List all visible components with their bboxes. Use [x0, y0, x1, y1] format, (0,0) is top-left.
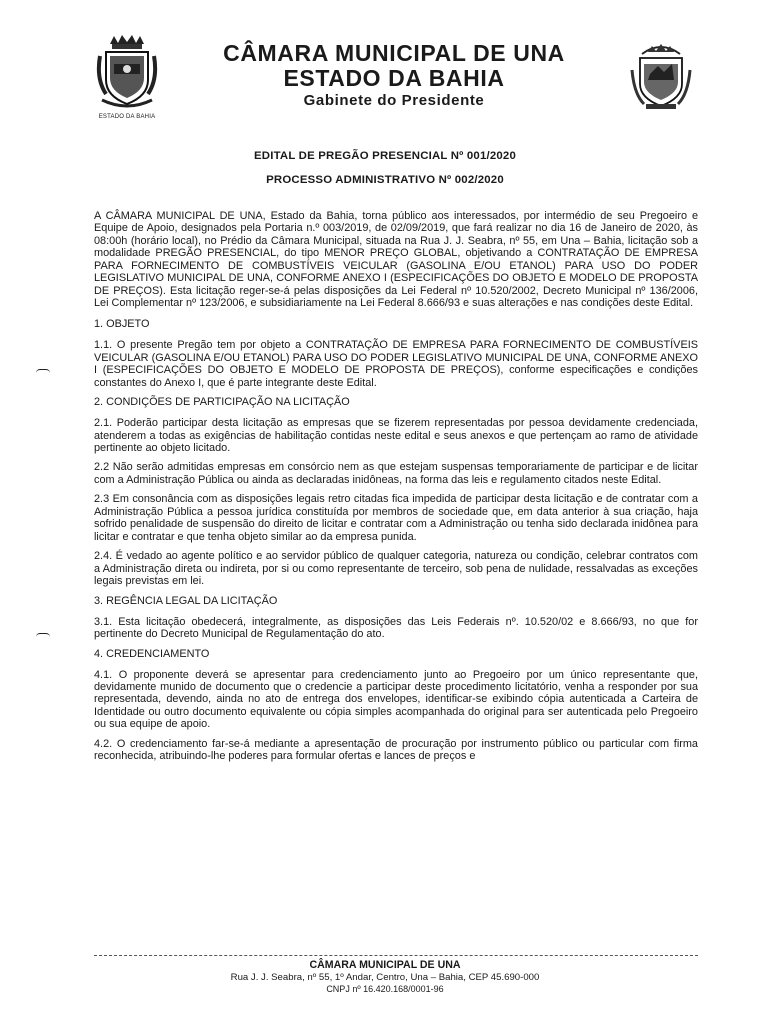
- paragraph: 4.1. O proponente deverá se apresentar para credenciamento junto ao Pregoeiro por um único representante que, devidamente munido de documento que o credencie a participar deste procedimento licitatório, venha a responder por sua representada, devendo, ainda no ato de entrega dos envelopes, identificar-se exibindo cópia autenticada a Carteira de Identidade ou outro documento equivalente ou cópia simples acompanhada do original para ser autenticada pelo Pregoeiro ou sua equipe de apoio.: [94, 668, 698, 731]
- state-name: ESTADO DA BAHIA: [283, 65, 505, 91]
- process-number: PROCESSO ADMINISTRATIVO Nº 002/2020: [266, 174, 504, 186]
- footer-institution: CÂMARA MUNICIPAL DE UNA: [309, 959, 461, 971]
- margin-mark: [36, 633, 50, 637]
- intro-paragraph: A CÂMARA MUNICIPAL DE UNA, Estado da Bahia, torna público aos interessados, por intermédio de seu Pregoeiro e Equipe de Apoio, designados pela Portaria n.º 003/2019, de 02/09/2019, que fará realizar no dia 16 de Janeiro de 2020, às 08:00h (horário local), no Prédio da Câmara Municipal, situada na Rua J. J. Seabra, nº 55, em Una – Bahia, licitação sob a modalidade PREGÃO PRESENCIAL, do tipo MENOR PREÇO GLOBAL, objetivando a CONTRATAÇÃO DE EMPRESA PARA FORNECIMENTO DE COMBUSTÍVEIS VEICULAR (GASOLINA E/OU ETANOL) PARA USO DO PODER LEGISLATIVO MUNICIPAL DE UNA, CONFORME ANEXO I (ESPECIFICAÇÕES DO OBJETO E MODELO DE PROPOSTA DE PREÇOS). Esta licitação reger-se-á pelas disposições da Lei Federal nº 10.520/2002, Decreto Municipal nº 136/2006, Lei Complementar nº 123/2006, e subsidiariamente na Lei Federal 8.666/93 e suas alterações e nas condições deste Edital.: [94, 210, 698, 310]
- office-name: Gabinete do Presidente: [303, 92, 485, 109]
- section-heading: 1. OBJETO: [94, 318, 150, 331]
- footer-address: Rua J. J. Seabra, nº 55, 1º Andar, Centro, Una – Bahia, CEP 45.690-000: [230, 972, 540, 983]
- seal-caption: ESTADO DA BAHIA: [98, 114, 156, 120]
- section-heading: 2. CONDIÇÕES DE PARTICIPAÇÃO NA LICITAÇÃO: [94, 396, 350, 409]
- state-coat-of-arms-icon: [96, 34, 158, 114]
- letterhead: [96, 34, 692, 124]
- section-heading: 3. REGÊNCIA LEGAL DA LICITAÇÃO: [94, 594, 278, 607]
- edital-title: EDITAL DE PREGÃO PRESENCIAL Nº 001/2020: [254, 150, 516, 162]
- paragraph: 2.4. É vedado ao agente político e ao servidor público de qualquer categoria, natureza ou condição, celebrar contratos com a Administração direta ou indireta, por si ou como representante de terceiro, sob pena de nulidade, ressalvadas as exceções legais previstas em lei.: [94, 550, 698, 588]
- paragraph: 2.3 Em consonância com as disposições legais retro citadas fica impedida de participar desta licitação e de contratar com a Administração Pública a pessoa jurídica constituída por membros de sociedade que, em data anterior à sua criação, haja sofrido penalidade de suspensão do direito de licitar e contratar com a Administração ou tenha sido declarada inidônea para licitar e contratar e que tenha objeto similar ao da empresa punida.: [94, 493, 698, 543]
- footer: [0, 959, 770, 995]
- paragraph: 4.2. O credenciamento far-se-á mediante a apresentação de procuração por instrumento público ou particular com firma reconhecida, atribuindo-lhe poderes para formular ofertas e lances de preços e: [94, 737, 698, 763]
- institution-name: CÂMARA MUNICIPAL DE UNA: [223, 40, 565, 66]
- municipal-seal-icon: [630, 40, 692, 112]
- paragraph: 2.2 Não serão admitidas empresas em consórcio nem as que estejam suspensas temporariamente de participar e de licitar com a Administração Pública ou ainda as declaradas inidôneas, na forma das leis e regulamento citados neste Edital.: [94, 461, 698, 486]
- footer-cnpj: CNPJ nº 16.420.168/0001-96: [326, 984, 444, 994]
- paragraph: 2.1. Poderão participar desta licitação as empresas que se fizerem representadas por pessoa devidamente credenciada, atenderem a todas as exigências de habilitação contidas neste edital e seus anexos e que pertençam ao ramo de atividade pertinente ao objeto licitado.: [94, 417, 698, 455]
- paragraph: 3.1. Esta licitação obedecerá, integralmente, as disposições das Leis Federais nº. 10.520/02 e 8.666/93, no que for pertinente do Decreto Municipal de Regulamentação do ato.: [94, 615, 698, 641]
- paragraph: 1.1. O presente Pregão tem por objeto a CONTRATAÇÃO DE EMPRESA PARA FORNECIMENTO DE COMBUSTÍVEIS VEICULAR (GASOLINA E/OU ETANOL) PARA USO DO PODER LEGISLATIVO MUNICIPAL DE UNA, CONFORME ANEXO I (ESPECIFICAÇÕES DO OBJETO E MODELO DE PROPOSTA DE PREÇOS), conforme especificações e condições constantes do Anexo I, que é parte integrante deste Edital.: [94, 339, 698, 389]
- section-heading: 4. CREDENCIAMENTO: [94, 647, 210, 660]
- document-body: [94, 210, 698, 770]
- margin-mark: [36, 369, 50, 373]
- footer-divider: [94, 955, 698, 956]
- letterhead-title: [166, 40, 622, 112]
